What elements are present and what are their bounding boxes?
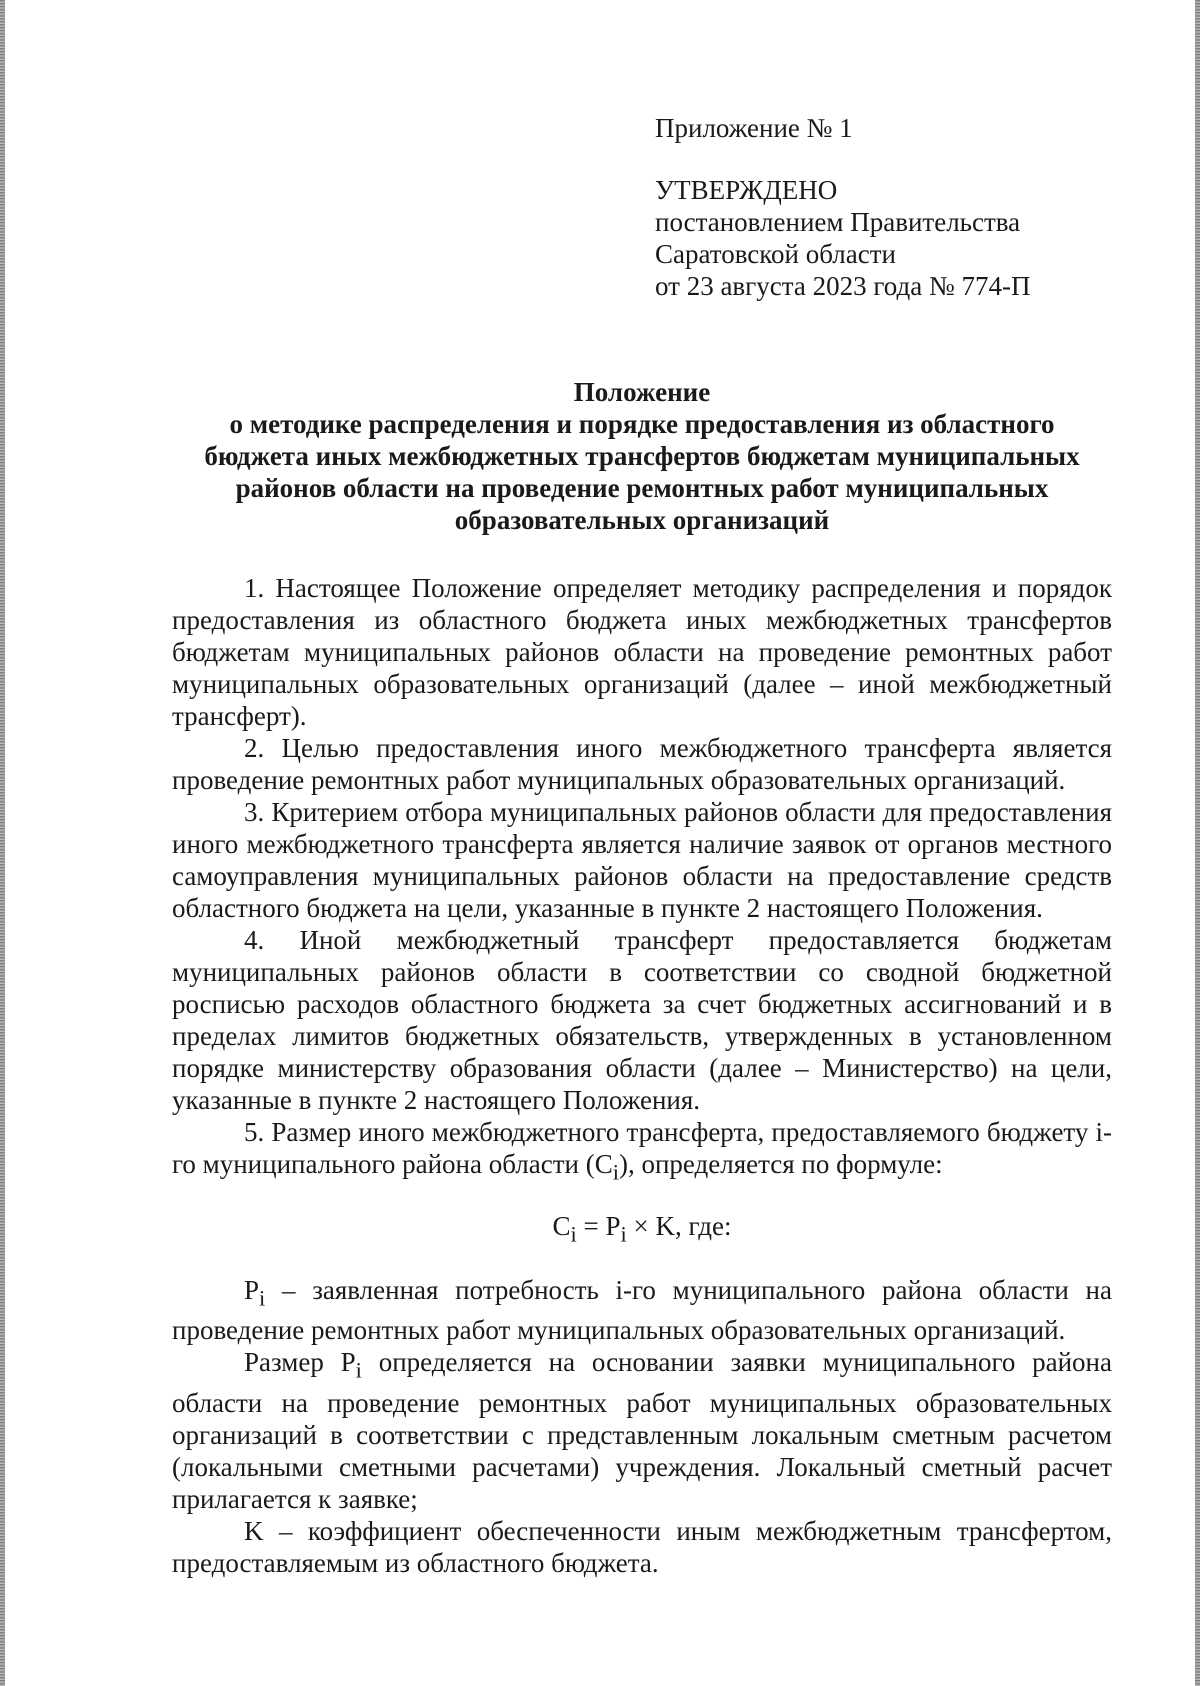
pi-size-subscript: i	[355, 1357, 362, 1383]
title-line-1: о методике распределения и порядке предоставления из областного	[229, 409, 1055, 439]
title-line-3: районов области на проведение ремонтных работ муниципальных	[235, 473, 1049, 503]
paragraph-5-text-a: 5. Размер иного межбюджетного трансферта, предоставляемого бюджету i-го муниципального района области (C	[172, 1117, 1112, 1179]
scan-edge-right	[1195, 0, 1200, 1686]
paragraph-1: 1. Настоящее Положение определяет методику распределения и порядок предоставления из областного бюджета иных межбюджетных трансфертов бюджетам муниципальных районов области на проведение ремонтных работ муниципальных образовательных организаций (далее – иной межбюджетный трансферт).	[172, 573, 1112, 731]
paragraph-4: 4. Иной межбюджетный трансферт предоставляется бюджетам муниципальных районов области в соответствии со сводной бюджетной росписью расходов областного бюджета за счет бюджетных ассигнований и в пределах лимитов бюджетных обязательств, утвержденных в установленном порядке министерству образования области (далее – Министерство) на цели, указанные в пункте 2 настоящего Положения.	[172, 925, 1112, 1115]
scan-edge-left	[0, 0, 5, 1686]
approved-label: УТВЕРЖДЕНО	[655, 175, 838, 205]
approval-line-1: постановлением Правительства	[655, 207, 1021, 237]
paragraph-pi-size	[172, 1346, 1112, 1514]
paragraph-k-definition: K – коэффициент обеспеченности иным межбюджетным трансфертом, предоставляемым из областного бюджета.	[172, 1515, 1112, 1578]
approval-block	[655, 112, 1030, 302]
paragraph-2: 2. Целью предоставления иного межбюджетного трансферта является проведение ремонтных работ муниципальных образовательных организаций.	[172, 733, 1112, 795]
title-line-2: бюджета иных межбюджетных трансфертов бюджетам муниципальных	[204, 441, 1080, 471]
formula-rest: × K, где:	[626, 1211, 732, 1242]
pi-subscript: i	[259, 1285, 266, 1311]
formula-c: C	[552, 1211, 571, 1242]
pi-size-text-a: Размер P	[244, 1347, 356, 1378]
appendix-label: Приложение № 1	[655, 113, 853, 143]
paragraph-5-subscript: i	[612, 1159, 619, 1185]
approval-gap	[655, 144, 1030, 174]
title-line-4: образовательных организаций	[454, 505, 830, 535]
paragraph-5-text-b: ), определяется по формуле:	[618, 1149, 943, 1179]
paragraph-pi-definition	[172, 1274, 1112, 1346]
approval-line-3: от 23 августа 2023 года № 774-П	[655, 271, 1031, 301]
title-heading: Положение	[573, 377, 711, 407]
formula-p-subscript: i	[620, 1221, 627, 1247]
formula	[172, 1210, 1112, 1250]
paragraph-5	[172, 1116, 1112, 1188]
paragraph-3: 3. Критерием отбора муниципальных районов области для предоставления иного межбюджетного трансферта является наличие заявок от органов местного самоуправления муниципальных районов области на предоставление средств областного бюджета на цели, указанные в пункте 2 настоящего Положения.	[172, 797, 1112, 923]
formula-c-subscript: i	[570, 1221, 577, 1247]
document-title	[172, 376, 1112, 536]
pi-definition-text: – заявленная потребность i-го муниципального района области на проведение ремонтных работ муниципальных образовательных организаций.	[172, 1274, 1112, 1346]
pi-size-text-b: определяется на основании заявки муниципального района области на проведение ремонтных работ муниципальных образовательных организаций в соответствии с представленным локальным сметным расчетом (локальными сметными расчетами) учреждения. Локальный сметный расчет прилагается к заявке;	[172, 1347, 1112, 1514]
document-body	[172, 572, 1112, 1579]
formula-mid: = P	[576, 1211, 621, 1242]
pi-symbol: P	[244, 1274, 260, 1305]
approval-line-2: Саратовской области	[655, 239, 896, 269]
